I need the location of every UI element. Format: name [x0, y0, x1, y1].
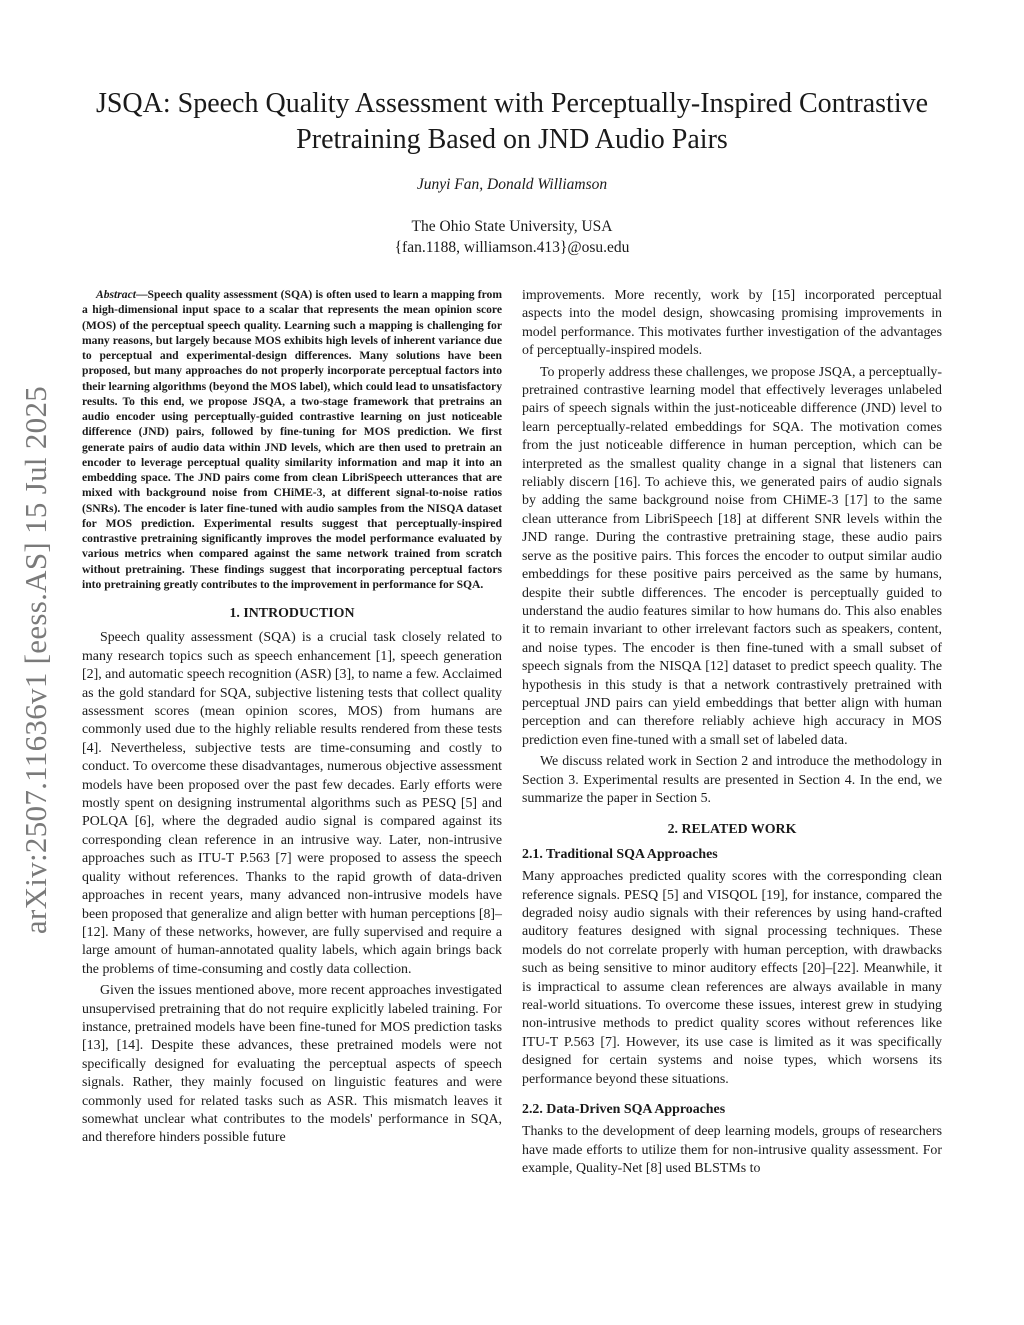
- subsection-heading-traditional: 2.1. Traditional SQA Approaches: [522, 846, 718, 862]
- traditional-sqa-paragraph: Many approaches predicted quality scores with the corresponding clean reference signals. PESQ [5] and VISQOL [19], for instance, compared the degraded noisy audio signals with their references by using hand-crafted auditory features designed with signal processing techniques. These models do not correlate properly with human perception, with drawbacks such as being sensitive to minor auditory effects [20]–[22]. Meanwhile, it is impractical to assume clean references are always available in many real-world situations. To overcome these issues, interest grew in studying non-intrusive methods to predict quality scores without references like ITU-T P.563 [7]. However, its use case is limited as it was specifically designed for certain systems and noise types, which worsens its performance beyond these situations.: [522, 869, 942, 1087]
- paper-authors: Junyi Fan, Donald Williamson: [416, 176, 608, 193]
- intro-paragraph-2: Given the issues mentioned above, more recent approaches investigated unsupervised pretraining that do not require explicitly labeled training. For instance, pretrained models have been fine-tuned for MOS prediction tasks [13], [14]. Despite these advances, these pretrained models were not specifically designed for evaluating the perceptual aspects of speech signals. Rather, they mainly focused on linguistic features and were commonly used for related tasks such as ASR. This mismatch leaves it somewhat unclear what contributes to the models' performance in SQA, and therefore hinders possible future: [82, 983, 502, 1146]
- affiliation: The Ohio State University, USA: [411, 218, 613, 235]
- subsection-heading-data-driven: 2.2. Data-Driven SQA Approaches: [522, 1102, 726, 1118]
- affiliation-block: [0, 216, 1024, 258]
- data-driven-sqa-paragraph: Thanks to the development of deep learning models, groups of researchers have made efforts to utilize them for non-intrusive quality assessment. For example, Quality-Net [8] used BLSTMs to: [522, 1124, 942, 1177]
- section-heading-introduction: 1. INTRODUCTION: [229, 606, 355, 621]
- intro-paragraph-continued: improvements. More recently, work by [15] incorporated perceptual aspects into the model design, showcasing promising improvements in model performance. This motivates further investigation of the advantages of perceptually-inspired models.: [522, 288, 942, 359]
- arxiv-identifier-text: arXiv:2507.11636v1 [eess.AS] 15 Jul 2025: [18, 385, 53, 935]
- paper-title: JSQA: Speech Quality Assessment with Perceptually-Inspired Contrastive Pretraining Based on JND Audio Pairs: [95, 88, 929, 155]
- intro-paragraph-3: To properly address these challenges, we propose JSQA, a perceptually-pretrained contrastive learning model that effectively leverages unlabeled pairs of speech signals within the just-noticeable difference (JND) level to learn perceptually-related embeddings for SQA. The motivation comes from the just noticeable difference in human perception, which can be interpreted as the smallest quality change in a signal that listeners can reliably discern [16]. To achieve this, we generated pairs of audio signals by adding the same background noise from CHiME-3 [17] to the same clean utterance from LibriSpeech [18] at different SNR levels within the JND range. During the contrastive pretraining stage, these audio pairs serve as the positive pairs. This forces the encoder to output similar audio embeddings for these positive pairs perceived as the same by humans, despite their subtle differences. The encoder is perceptually guided to understand the audio features similar to how humans do. This also enables it to remain invariant to other irrelevant factors such as speakers, content, and noise types. The encoder is then fine-tuned with a small subset of speech signals from the NISQA [12] dataset to predict speech quality. The hypothesis in this study is that a network contrastively pretrained with perceptual JND pairs can yield embeddings that better align with human perception and can therefore reliably achieve high accuracy in MOS prediction even fine-tuned with a small set of labeled data.: [522, 364, 942, 748]
- intro-paragraph-4: We discuss related work in Section 2 and introduce the methodology in Section 3. Experimental results are presented in Section 4. In the end, we summarize the paper in Section 5.: [522, 754, 942, 806]
- abstract-text: —Speech quality assessment (SQA) is often used to learn a mapping from a high-dimensional input space to a scalar that represents the mean opinion score (MOS) of the perceptual speech quality. Learning such a mapping is challenging for many reasons, but largely because MOS exhibits high levels of inherent variance due to perceptual and experimental-design differences. Many solutions have been proposed, but many approaches do not properly incorporate perceptual factors into their learning algorithms (beyond the MOS label), which could lead to unsatisfactory results. To this end, we propose JSQA, a two-stage framework that pretrains an audio encoder using perceptually-guided contrastive learning on just noticeable difference (JND) pairs, followed by fine-tuning for MOS prediction. We first generate pairs of audio data within JND levels, which are then used to pretrain an encoder to leverage perceptual quality similarity information and map it into an embedding space. The JND pairs come from clean LibriSpeech utterances that are mixed with background noise from CHiME-3, at different signal-to-noise ratios (SNRs). The encoder is later fine-tuned with audio samples from the NISQA dataset for MOS prediction. Experimental results suggest that perceptually-inspired contrastive pretraining significantly improves the model performance evaluated by various metrics when compared against the same network trained from scratch without pretraining. These findings suggest that incorporating perceptual factors into pretraining greatly contributes to the improvement in performance for SQA.: [82, 288, 502, 591]
- abstract-label: Abstract: [96, 288, 136, 301]
- left-column: [82, 287, 502, 1148]
- intro-paragraph-1: Speech quality assessment (SQA) is a crucial task closely related to many research topics such as speech enhancement [1], speech generation [2], and automatic speech recognition (ASR) [3], to name a few. Acclaimed as the gold standard for SQA, subjective listening tests that collect quality assessment scores (mean opinion scores, MOS) from humans are commonly used due to the highly reliable results rendered from these tests [4]. Nevertheless, subjective tests are time-consuming and costly to conduct. To overcome these disadvantages, numerous objective assessment models have been proposed over the past few decades. Early efforts were mostly spent on designing instrumental algorithms such as PESQ [5] and POLQA [6], where the degraded audio signal is compared against its corresponding clean reference in an intrusive way. Later, non-intrusive approaches such as ITU-T P.563 [7] were proposed to assess the speech quality without references. Thanks to the rapid growth of data-driven approaches in recent years, many advanced non-intrusive models have been proposed that generalize and align better with human perceptions [8]–[12]. Many of these networks, however, are fully supervised and require a large amount of human-annotated quality labels, which again brings back the problems of time-consuming and costly data collection.: [82, 630, 502, 977]
- author-emails: {fan.1188, williamson.413}@osu.edu: [394, 239, 630, 256]
- section-heading-related-work: 2. RELATED WORK: [667, 822, 797, 838]
- right-column: [522, 287, 942, 1179]
- abstract: [82, 287, 502, 592]
- arxiv-identifier: [12, 360, 60, 960]
